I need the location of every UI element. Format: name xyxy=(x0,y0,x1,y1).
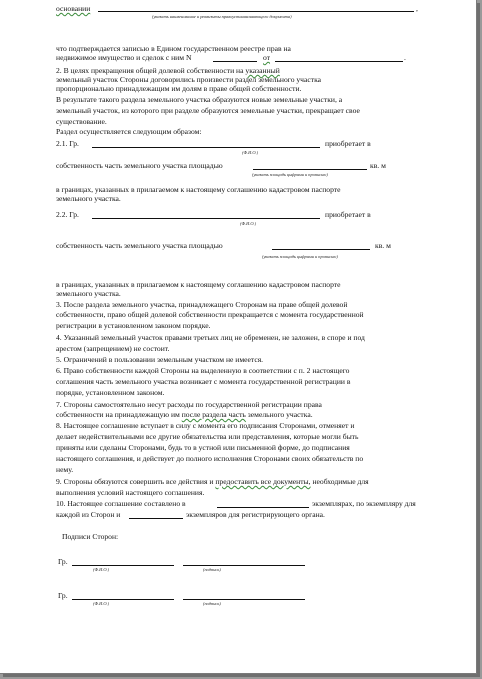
signature-1-sign-caption: (подпись) xyxy=(203,567,221,572)
p8-line-4: настоящего соглашения, и действует до полного исполнения Сторонами своих обязательств по xyxy=(56,454,364,463)
p22-fio-caption: (Ф.И.О.) xyxy=(240,221,257,226)
signature-2-gr: Гр. xyxy=(58,591,68,600)
p5-line-1: 5. Ограничений в пользовании земельным участком не имеется. xyxy=(56,355,264,364)
signature-2-sign-line xyxy=(183,599,305,600)
signature-1-fio-line xyxy=(72,565,174,566)
egrp-line-2-text: недвижимое имущество и сделок с ним N xyxy=(56,53,192,62)
p3-line-1: 3. После раздела земельного участка, принадлежащего Сторонам на праве общей долевой xyxy=(56,300,348,309)
p8-line-3: приняты или сделаны Сторонами, будь то в устной или письменной форме, до подписания xyxy=(56,443,350,452)
signatures-title: Подписи Сторон: xyxy=(62,532,119,541)
p3-line-3: регистрации в установленном законом порядке. xyxy=(56,321,211,330)
p22-area-unit: кв. м xyxy=(375,241,391,250)
p7-line-2: собственности на принадлежащую им после раздела часть земельного участка. xyxy=(56,410,313,419)
signature-1-sign-line xyxy=(183,565,305,566)
signature-1-fio-caption: (Ф.И.О.) xyxy=(93,567,110,572)
p9-line-2: выполнения условий настоящего соглашения. xyxy=(56,488,205,497)
p21-area-line: собственность часть земельного участка площадью xyxy=(56,161,223,170)
signature-2-fio-caption: (Ф.И.О.) xyxy=(93,601,110,606)
p7-line-1: 7. Стороны самостоятельно несут расходы по государственной регистрации права xyxy=(56,400,322,409)
p2-line-5: земельный участок, из которого при разделе образуются земельные участки, прекращает свое xyxy=(56,106,360,115)
p2-line-7: Раздел осуществляется следующим образом: xyxy=(56,127,202,136)
osnovanii-label xyxy=(56,4,90,13)
osnovanii-caption: (указать наименование и реквизиты правоустанавливающего документа) xyxy=(152,14,292,19)
signature-2-fio-line xyxy=(72,599,174,600)
p10-copies-field xyxy=(217,507,309,508)
osnovanii-word: основании xyxy=(56,4,91,13)
p8-line-1: 8. Настоящее соглашение вступает в силу с момента его подписания Сторонами, отменяет и xyxy=(56,421,355,430)
p10-line-1: 10. Настоящее соглашение составлено в xyxy=(56,499,186,508)
p3-line-2: собственности, право общей долевой собственности прекращается с момента государственной xyxy=(56,310,364,319)
p22-area-field xyxy=(272,249,370,250)
p10-line-2-rest: экземпляров для регистрирующего органа. xyxy=(186,510,325,519)
egrp-line-1: что подтверждается записью в Едином государственном реестре прав на xyxy=(56,44,291,53)
signature-2-sign-caption: (подпись) xyxy=(203,601,221,606)
p6-line-2: соглашения часть земельного участка возникает с момента государственной регистрации в xyxy=(56,377,351,386)
p2-line-6: существование. xyxy=(56,117,107,126)
p8-line-5: нему. xyxy=(56,465,74,474)
egrp-number-line xyxy=(213,61,257,62)
egrp-ot: от xyxy=(263,53,271,62)
p10-line-1-rest: экземплярах, по экземпляру для xyxy=(312,499,416,508)
p4-line-2: арестом (запрещением) не состоит. xyxy=(56,344,170,353)
p2-line-3: пропорционально принадлежащим им долям в праве общей собственности. xyxy=(56,84,302,93)
p22-acquires: приобретает в xyxy=(325,210,371,219)
egrp-date-line xyxy=(275,61,403,62)
osnovanii-comma: , xyxy=(416,4,418,13)
p21-bounds-2: земельного участка. xyxy=(56,194,121,203)
p10-reg-copies-field xyxy=(129,518,183,519)
p22-bounds-1: в границах, указанных в прилагаемом к настоящему соглашению кадастровом паспорте xyxy=(56,280,341,289)
p21-acquires: приобретает в xyxy=(325,139,371,148)
p22-gr: 2.2. Гр. xyxy=(56,210,79,219)
p2-line-2: земельный участок Стороны договорились произвести раздел земельного участка xyxy=(56,75,322,84)
p22-fio-line xyxy=(92,218,320,219)
p21-gr: 2.1. Гр. xyxy=(56,139,79,148)
osnovanii-field-line xyxy=(98,11,414,12)
p4-line-1: 4. Указанный земельный участок правами третьих лиц не обременен, не заложен, в споре и под xyxy=(56,333,365,342)
p21-area-caption: (указать площадь цифрами и прописью) xyxy=(252,172,328,177)
p21-bounds-1: в границах, указанных в прилагаемом к настоящему соглашению кадастровом паспорте xyxy=(56,185,341,194)
p21-area-unit: кв. м xyxy=(370,161,386,170)
signature-1-gr: Гр. xyxy=(58,557,68,566)
p22-area-caption: (указать площадь цифрами и прописью) xyxy=(262,254,338,259)
p21-fio-caption: (Ф.И.О.) xyxy=(242,150,259,155)
egrp-line-2 xyxy=(56,53,191,62)
p21-fio-line xyxy=(92,147,320,148)
p22-bounds-2: земельного участка. xyxy=(56,289,121,298)
p6-line-3: порядке, установленном законом. xyxy=(56,388,165,397)
p8-line-2: делает недействительными все другие обязательства или представления, которые могли быть xyxy=(56,432,359,441)
p22-area-line: собственность часть земельного участка площадью xyxy=(56,241,223,250)
p2-line-1: 2. В целях прекращения общей долевой собственности на указанный xyxy=(56,66,280,75)
p10-line-2: каждой из Сторон и xyxy=(56,510,121,519)
p21-area-field xyxy=(253,169,367,170)
egrp-dot: . xyxy=(404,53,406,62)
p9-line-1: 9. Стороны обязуются совершить все действия и предоставить все документы, необходимые для xyxy=(56,477,369,486)
p6-line-1: 6. Право собственности каждой Стороны на выделенную в соответствии с п. 2 настоящего xyxy=(56,366,350,375)
p2-line-4: В результате такого раздела земельного участка образуются новые земельные участки, а xyxy=(56,95,343,104)
